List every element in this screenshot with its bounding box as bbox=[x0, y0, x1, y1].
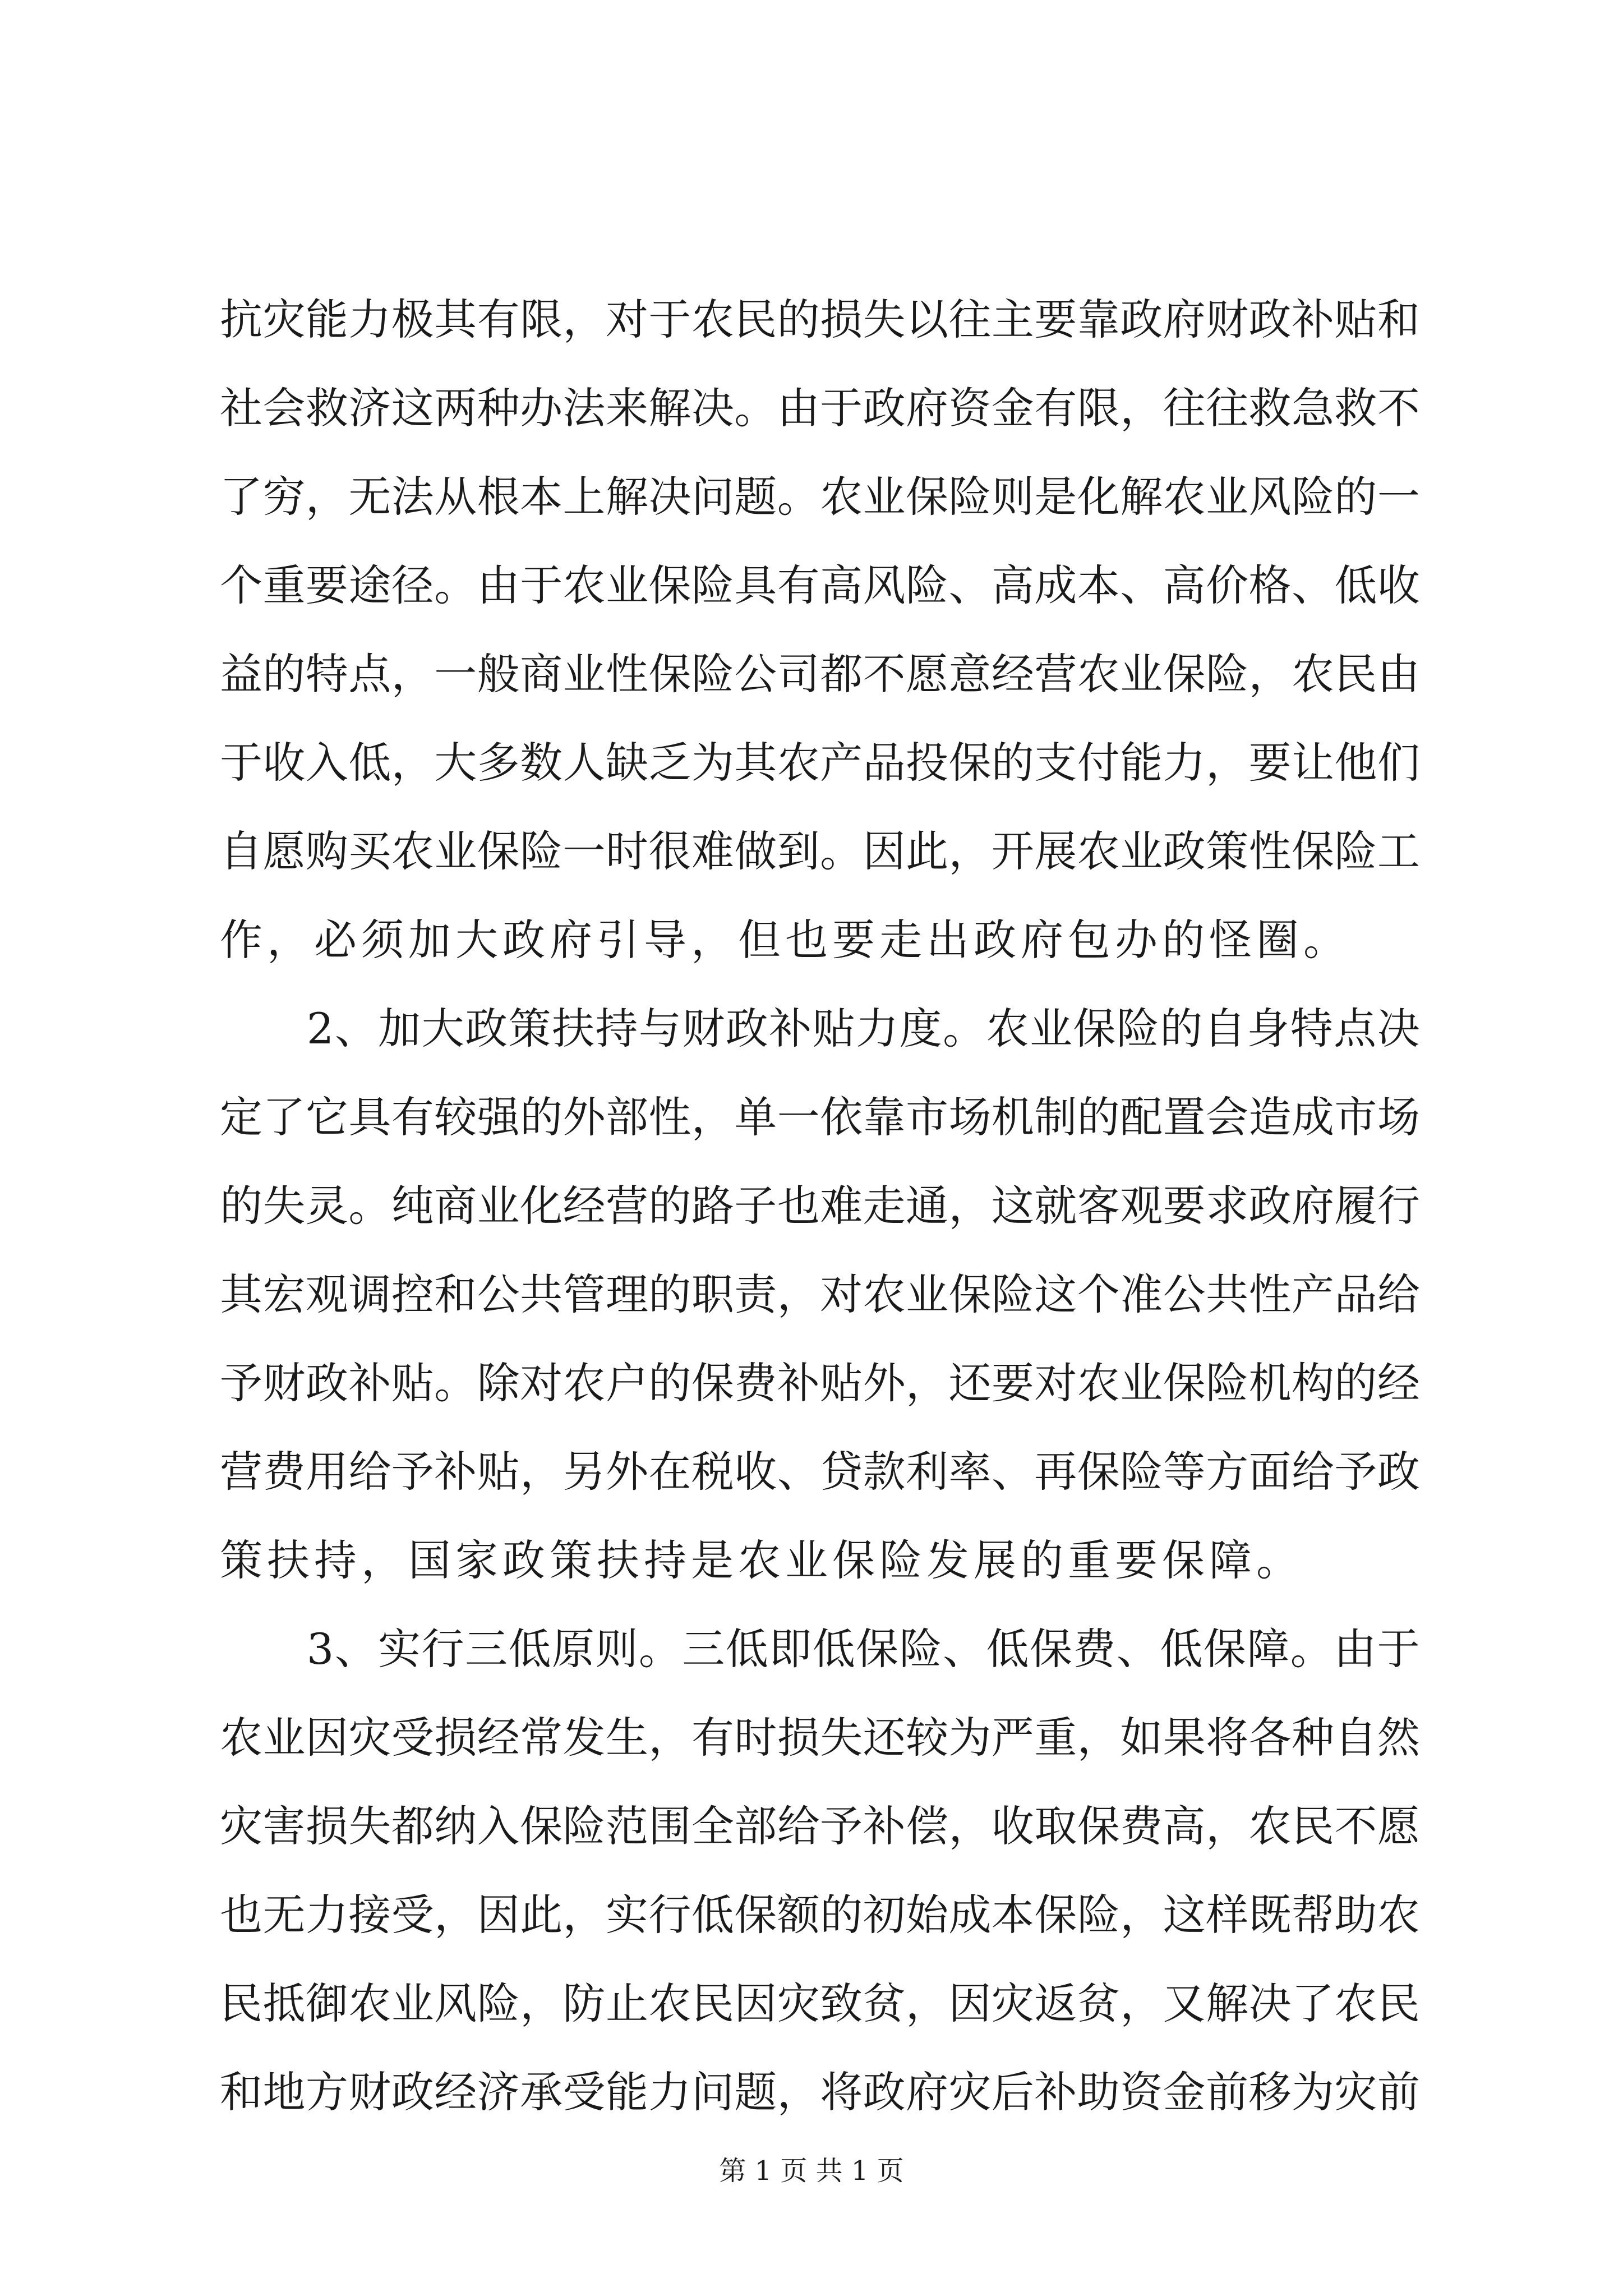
text-line-16: 3 、 实 行 三 低 原 则 。 三 低 即 低 保 险 、 低 保 费 、 低 保 障 。 由 于 bbox=[306, 1624, 1420, 1674]
text-line-21: 和 地 方 财 政 经 济 承 受 能 力 问 题 ， 将 政 府 灾 后 补 助 资 金 前 移 为 灾 前 bbox=[220, 2067, 1420, 2117]
text-line-13: 予 财 政 补 贴 。 除 对 农 户 的 保 费 补 贴 外 ， 还 要 对 农 业 保 险 机 构 的 经 bbox=[220, 1358, 1420, 1408]
text-line-14: 营 费 用 给 予 补 贴 ， 另 外 在 税 收 、 贷 款 利 率 、 再 保 险 等 方 面 给 予 政 bbox=[220, 1447, 1420, 1497]
page-footer: 第 1 页 共 1 页 bbox=[719, 2155, 904, 2187]
text-line-12: 其 宏 观 调 控 和 公 共 管 理 的 职 责 ， 对 农 业 保 险 这 个 准 公 共 性 产 品 给 bbox=[220, 1269, 1420, 1319]
text-line-20: 民 抵 御 农 业 风 险 ， 防 止 农 民 因 灾 致 贫 ， 因 灾 返 贫 ， 又 解 决 了 农 民 bbox=[220, 1978, 1420, 2028]
text-line-19: 也 无 力 接 受 ， 因 此 ， 实 行 低 保 额 的 初 始 成 本 保 险 ， 这 样 既 帮 助 农 bbox=[220, 1890, 1420, 1940]
text-line-15: 策扶持，国家政策扶持是农业保险发展的重要保障。 bbox=[220, 1535, 1303, 1585]
text-line-2: 社 会 救 济 这 两 种 办 法 来 解 决 。 由 于 政 府 资 金 有 限 ， 往 往 救 急 救 不 bbox=[220, 383, 1420, 433]
text-line-7: 自 愿 购 买 农 业 保 险 一 时 很 难 做 到 。 因 此 ， 开 展 农 业 政 策 性 保 险 工 bbox=[220, 826, 1420, 876]
text-line-11: 的 失 灵 。 纯 商 业 化 经 营 的 路 子 也 难 走 通 ， 这 就 客 观 要 求 政 府 履 行 bbox=[220, 1181, 1420, 1231]
text-line-1: 抗 灾 能 力 极 其 有 限 ， 对 于 农 民 的 损 失 以 往 主 要 靠 政 府 财 政 补 贴 和 bbox=[220, 295, 1420, 344]
text-line-17: 农 业 因 灾 受 损 经 常 发 生 ， 有 时 损 失 还 较 为 严 重 ， 如 果 将 各 种 自 然 bbox=[220, 1713, 1420, 1763]
text-line-10: 定 了 它 具 有 较 强 的 外 部 性 ， 单 一 依 靠 市 场 机 制 的 配 置 会 造 成 市 场 bbox=[220, 1092, 1420, 1142]
text-line-9: 2 、 加 大 政 策 扶 持 与 财 政 补 贴 力 度 。 农 业 保 险 的 自 身 特 点 决 bbox=[306, 1004, 1420, 1053]
text-line-18: 灾 害 损 失 都 纳 入 保 险 范 围 全 部 给 予 补 偿 ， 收 取 保 费 高 ， 农 民 不 愿 bbox=[220, 1801, 1420, 1851]
text-line-4: 个 重 要 途 径 。 由 于 农 业 保 险 具 有 高 风 险 、 高 成 本 、 高 价 格 、 低 收 bbox=[220, 560, 1420, 610]
text-line-8: 作，必须加大政府引导，但也要走出政府包办的怪圈。 bbox=[220, 915, 1350, 965]
text-line-3: 了 穷 ， 无 法 从 根 本 上 解 决 问 题 。 农 业 保 险 则 是 化 解 农 业 风 险 的 一 bbox=[220, 472, 1420, 522]
text-line-6: 于 收 入 低 ， 大 多 数 人 缺 乏 为 其 农 产 品 投 保 的 支 付 能 力 ， 要 让 他 们 bbox=[220, 738, 1420, 788]
text-line-5: 益 的 特 点 ， 一 般 商 业 性 保 险 公 司 都 不 愿 意 经 营 农 业 保 险 ， 农 民 由 bbox=[220, 649, 1420, 699]
